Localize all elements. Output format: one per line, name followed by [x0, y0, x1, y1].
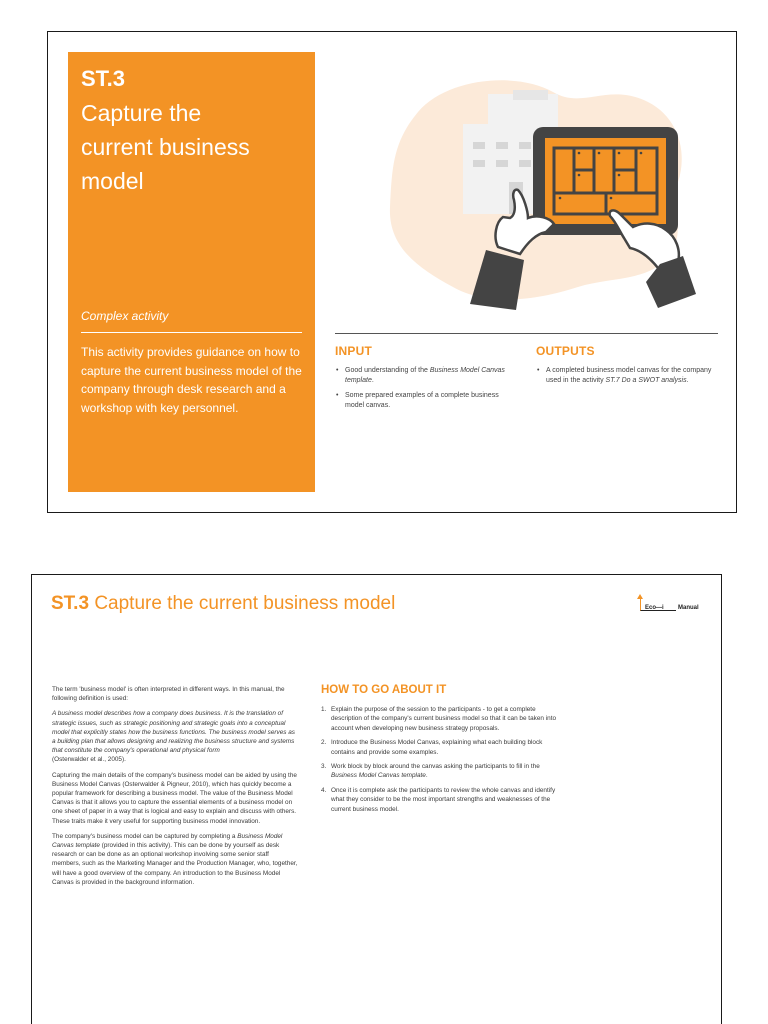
activity-description: This activity provides guidance on how to capture the current business model of the company through desk research and a workshop with key personnel.: [81, 345, 302, 415]
list-item-emphasis: ST.7 Do a SWOT analysis: [605, 376, 687, 384]
paragraph-text: The company's business model can be captured by completing a: [52, 832, 238, 840]
step-item: [321, 738, 567, 757]
background-text-column: [52, 685, 299, 893]
list-item: [536, 366, 716, 385]
list-item: [335, 391, 515, 410]
step-number: 3.: [321, 763, 327, 771]
step-item: [321, 705, 567, 733]
step-emphasis: Business Model Canvas template: [331, 772, 426, 780]
paragraph-emphasis: Business Model Canvas template: [52, 832, 283, 850]
input-section: [335, 344, 515, 416]
outputs-heading: OUTPUTS: [536, 344, 595, 358]
activity-complexity: Complex activity: [81, 309, 169, 323]
intro-paragraph: The term 'business model' is often interpreted in different ways. In this manual, the following definition is used:: [52, 686, 285, 703]
list-item-text: Good understanding of the: [345, 367, 430, 374]
activity-title-page: [47, 31, 737, 513]
step-item: [321, 786, 567, 814]
logo-text: Manual: [678, 605, 699, 611]
list-item-text: A completed business model canvas for the company used in the activity: [546, 367, 712, 384]
list-item-emphasis: Business Model Canvas template: [345, 367, 505, 384]
card-divider: [81, 332, 302, 333]
logo-arrow-icon: [637, 594, 643, 599]
input-heading: INPUT: [335, 344, 372, 358]
definition-quote: A business model describes how a company does business. It is the translation of strategic issues, such as strategic positioning and strategic goals into a conceptual model that explicitly states how the business functions. The business model serves as a building plan that allows designing and realizing the business structure and systems that constitute the company's operational and physical form: [52, 710, 295, 755]
step-text: Once it is complete ask the participants to review the whole canvas and identify what they consider to be the most important strengths and weaknesses of the current business model.: [331, 786, 556, 813]
list-item-text: Some prepared examples of a complete business model canvas.: [345, 392, 499, 409]
logo-text: Eco—i: [645, 605, 664, 611]
step-text: Work block by block around the canvas asking the participants to fill in the: [331, 763, 540, 771]
paragraph-text: (provided in this activity). This can be done by yourself as desk research or can be done as an optional workshop involving some senior staff members, such as the Marketing Manager and the Production Manager, who, together, will have a good overview of the company. An introduction to the Business Model Canvas is provided in the background information.: [52, 842, 298, 886]
page-title-code: ST.3: [51, 593, 90, 614]
activity-title-line: model: [81, 168, 144, 194]
definition-citation: (Osterwalder et al., 2005).: [52, 756, 126, 764]
activity-detail-page: [31, 574, 722, 1024]
steps-list: [321, 705, 567, 819]
eco-i-manual-logo: [640, 596, 706, 614]
step-text: Explain the purpose of the session to the participants - to get a complete description of the company's current business model so that it can be taken into account when developing new business strategy proposals.: [331, 706, 557, 732]
outputs-list: [536, 366, 716, 385]
body-paragraph: Capturing the main details of the company's business model can be aided by using the Business Model Canvas (Osterwalder & Pigneur, 2010), which has quickly become a popular framework for describing a business model. The value of the Business Model Canvas is that it allows you to capture the essential elements of a business model on one sheet of paper in a way that is logical and easy to explain and discuss with others. These traits make it very useful for supporting business model innovation.: [52, 771, 297, 825]
input-list: [335, 366, 515, 410]
io-divider: [335, 333, 718, 334]
step-text: Introduce the Business Model Canvas, explaining what each building block contains and provide some examples.: [331, 739, 543, 756]
step-number: 4.: [321, 786, 327, 794]
activity-title: [81, 96, 302, 198]
list-item-tail: .: [686, 376, 689, 384]
how-to-heading: HOW TO GO ABOUT IT: [321, 684, 447, 696]
step-tail: .: [425, 772, 428, 780]
activity-title-line: current business: [81, 134, 250, 160]
page-title-name: Capture the current business model: [94, 593, 396, 614]
activity-summary-card: [68, 52, 315, 492]
outputs-section: [536, 344, 716, 391]
tablet-icon: [533, 127, 678, 235]
page-title: [51, 593, 395, 615]
tablet-canvas-illustration: [378, 72, 698, 312]
activity-code: ST.3: [81, 66, 126, 91]
body-paragraph: [52, 832, 299, 887]
step-number: 1.: [321, 706, 327, 713]
list-item-tail: .: [371, 376, 374, 384]
activity-title-line: Capture the: [81, 100, 202, 126]
list-item: [335, 366, 515, 385]
step-number: 2.: [321, 739, 327, 747]
step-item: [321, 762, 567, 781]
